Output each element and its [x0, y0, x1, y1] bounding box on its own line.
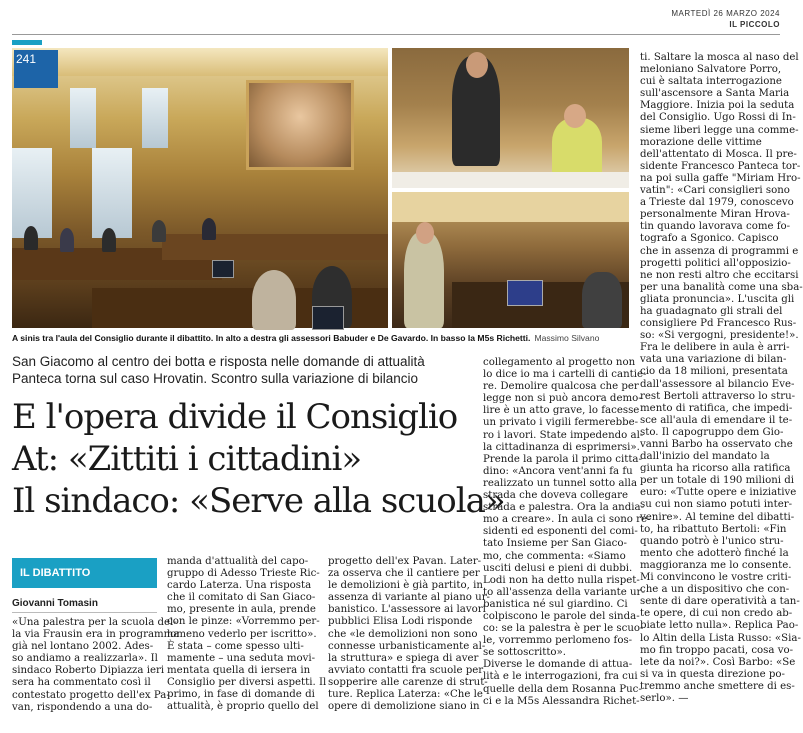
- article-column-4: [483, 357, 651, 708]
- assessor-face: [564, 104, 586, 128]
- article-text-line: strada e palestra. Ora la andia-: [483, 502, 645, 514]
- section-label: IL DIBATTITO: [12, 558, 157, 588]
- article-text-line: ne non resti altro che eccitarsi: [640, 269, 799, 281]
- article-text-line: vatin": «Cari consiglieri sono: [640, 185, 790, 197]
- article-column-5: [640, 52, 803, 705]
- article-text-line: na poi sulla gaffe "Miriam Hro-: [640, 172, 801, 184]
- article-text-line: un privato i vigili fermerebbe-: [483, 417, 639, 429]
- article-text-line: primo, in fase di domande di: [167, 689, 315, 701]
- laptop-screen: [312, 306, 344, 330]
- photo-caption: [12, 333, 634, 343]
- article-text-line: attualità, è proprio quello del: [167, 701, 319, 713]
- article-text-line: per una banalità come una sba-: [640, 281, 803, 293]
- screen-number-tag: 241: [14, 50, 58, 88]
- newspaper-name: IL PICCOLO: [729, 20, 780, 29]
- article-text-line: contestato progetto dell'ex Pa-: [12, 689, 170, 701]
- article-text-line: banistico. L'assessore ai lavori: [328, 604, 486, 616]
- article-text-line: dall'assessore al bilancio Eve-: [640, 378, 795, 390]
- article-text-line: collegamento al progetto non: [483, 357, 636, 368]
- article-text-line: mo fin troppo pacati, cosa vo-: [640, 644, 794, 656]
- article-text-line: lete da noi?». Così Barbo: «Se: [640, 656, 796, 668]
- standing-councillor: [404, 232, 444, 328]
- article-text-line: dall'inizio del mandato la: [640, 451, 770, 463]
- article-text-line: te opere, di cui non credo ab-: [640, 608, 793, 620]
- article-text-line: serlo». —: [640, 692, 689, 704]
- council-member: [102, 228, 116, 252]
- article-text-line: gruppo di Adesso Trieste Ric-: [167, 568, 320, 580]
- article-text-line: connesse urbanisticamente al-: [328, 640, 486, 652]
- article-text-line: ci e la M5s Alessandra Richet-: [483, 695, 640, 707]
- council-chamber-photo: [12, 48, 388, 328]
- article-text-line: Mi convincono le vostre criti-: [640, 572, 792, 584]
- article-text-line: Lodi non ha detto nulla rispet-: [483, 574, 640, 586]
- article-text-line: del Consiglio. Ugo Rossi di In-: [640, 112, 796, 124]
- article-text-line: la cittadinanza di esprimersi».: [483, 441, 640, 453]
- article-text-line: sce all'aula di emendare il te-: [640, 414, 793, 426]
- article-text-line: cardo Laterza. Una risposta: [167, 580, 312, 592]
- article-text-line: le, vorremmo perlomeno fos-: [483, 635, 633, 647]
- article-text-line: se sottoscritto».: [483, 647, 567, 659]
- article-text-line: mentata quella di iersera in: [167, 664, 311, 676]
- article-text-line: lire è un atto grave, lo facesse: [483, 405, 640, 417]
- article-text-line: assenza di variante al piano ur-: [328, 592, 491, 604]
- article-text-line: progetto dell'ex Pavan. Later-: [328, 556, 482, 567]
- article-text-line: za osserva che il cantiere per: [328, 568, 480, 580]
- kicker-line: Panteca torna sul caso Hrovatin. Scontro sulla variazione di bilancio: [12, 371, 418, 386]
- council-member: [24, 226, 38, 250]
- seated-councillor: [582, 272, 622, 328]
- article-column-2: [167, 556, 327, 713]
- councillor-face: [416, 222, 434, 244]
- laptop-screen: [212, 260, 234, 278]
- article-text-line: cio da 18 milioni, presentata: [640, 366, 788, 378]
- m5s-councillor-photo: [392, 192, 629, 328]
- article-text-line: sidenti ed esponenti del comi-: [483, 526, 638, 538]
- article-text-line: to all'assenza della variante ur-: [483, 586, 645, 598]
- article-text-line: sull'ascensore a Santa Maria: [640, 88, 790, 100]
- council-member: [60, 228, 74, 252]
- caption-text: A sinis tra l'aula del Consiglio durante il dibattito. In alto a destra gli assessori Babuder e De Gavardo. In basso la M5s Richetti.: [12, 333, 531, 343]
- article-text-line: dell'attentato di Mosca. Il pre-: [640, 148, 797, 160]
- window: [70, 88, 96, 148]
- article-text-line: Maggiore. Inizia poi la seduta: [640, 100, 795, 112]
- article-text-line: si va in questa direzione po-: [640, 668, 785, 680]
- article-text-line: con le pinze: «Vorremmo per-: [167, 616, 320, 628]
- article-text-line: to, ha ribattuto Bertoli: «Fin: [640, 523, 787, 535]
- issue-date: MARTEDÌ 26 MARZO 2024: [671, 9, 780, 18]
- council-member: [152, 220, 166, 242]
- laptop-screen: [507, 280, 543, 306]
- article-text-line: gliata pronuncia». L'uscita gli: [640, 293, 795, 305]
- window: [142, 88, 168, 148]
- article-text-line: legge non si può ancora demo-: [483, 393, 642, 405]
- council-member: [202, 218, 216, 240]
- article-text-line: che a un dispositivo che con-: [640, 584, 790, 596]
- article-text-line: biate letto nulla». Replica Pao-: [640, 620, 799, 632]
- article-text-line: lo dice io ma i cartelli di cantie-: [483, 369, 647, 381]
- article-text-line: personalmente Miran Hrova-: [640, 209, 790, 221]
- article-text-line: so: «Si vergogni, presidente!».: [640, 330, 799, 342]
- article-text-line: sieme liberi legge una comme-: [640, 124, 799, 136]
- article-text-line: lo Altin della Lista Russo: «Sia-: [640, 632, 801, 644]
- headline-line: Il sindaco: «Serve alla scuola»: [12, 481, 505, 521]
- article-text-line: per un totale di 190 milioni di: [640, 475, 795, 487]
- article-text-line: cui è saltata interrogazione: [640, 76, 782, 88]
- article-text-line: sto. Il capogruppo dem Gio-: [640, 426, 784, 438]
- article-text-line: colpiscono le parole del sinda-: [483, 610, 640, 622]
- bench-desk: [392, 172, 629, 188]
- headline-line: At: «Zittiti i cittadini»: [12, 439, 362, 479]
- article-text-line: sindaco Roberto Dipiazza ieri: [12, 665, 165, 677]
- article-text-line: co: se la palestra è per le scuo-: [483, 623, 644, 635]
- article-text-line: maggioranza me lo consente.: [640, 559, 792, 571]
- article-text-line: Fra le delibere in aula è arri-: [640, 342, 790, 354]
- article-text-line: già nel lontano 2002. Ades-: [12, 641, 154, 653]
- article-text-line: mo a creare». In aula ci sono re-: [483, 514, 651, 526]
- article-text-line: sera ha commentato così il: [12, 677, 151, 689]
- window: [12, 148, 52, 238]
- ceiling-decoration: [12, 48, 388, 76]
- article-text-line: meloniano Salvatore Porro,: [640, 64, 782, 76]
- article-text-line: che il comitato di San Giaco-: [167, 592, 316, 604]
- article-text-line: quando potrò è l'unico stru-: [640, 535, 784, 547]
- article-text-line: avviato contatti fra scuole per: [328, 664, 484, 676]
- article-text-line: sopperire alle carenze di strut-: [328, 676, 488, 688]
- article-text-line: tin quando lavorava come fo-: [640, 221, 791, 233]
- author-byline: Giovanni Tomasin: [12, 598, 157, 613]
- ceiling-area: [392, 192, 629, 222]
- article-text-line: sente di dare operatività a tan-: [640, 596, 800, 608]
- article-text-line: ro i lavori. State impedendo al-: [483, 429, 644, 441]
- article-text-line: Prende la parola il primo citta-: [483, 453, 642, 465]
- article-text-line: tato Insieme per San Giaco-: [483, 538, 627, 550]
- article-column-1: [12, 617, 180, 714]
- header-rule: [12, 34, 780, 35]
- article-text-line: la struttura» e spiega di aver: [328, 652, 479, 664]
- article-text-line: mo, che commenta: «Siamo: [483, 550, 626, 562]
- article-text-line: ti. Saltare la mosca al naso del: [640, 52, 799, 63]
- article-text-line: giunta ha ricorso alla ratifica: [640, 463, 791, 475]
- article-text-line: dino: «Ancora vent'anni fa fu: [483, 465, 633, 477]
- article-text-line: quelle della dem Rosanna Puc-: [483, 683, 642, 695]
- page-header: [671, 8, 780, 30]
- assessors-photo: [392, 48, 629, 188]
- article-text-line: banistica né sul giardino. Ci: [483, 598, 628, 610]
- council-member: [252, 270, 296, 330]
- article-text-line: consigliere Pd Francesco Rus-: [640, 318, 797, 330]
- article-text-line: Diverse le domande di attua-: [483, 659, 633, 671]
- article-text-line: su cui non siamo potuti inter-: [640, 499, 793, 511]
- article-text-line: realizzato un tunnel sotto alla: [483, 477, 638, 489]
- headline: [12, 396, 505, 522]
- article-text-line: morazione delle vittime: [640, 136, 762, 148]
- article-text-line: mamente – una seduta movi-: [167, 652, 316, 664]
- window: [92, 148, 132, 238]
- article-text-line: mo, presente in aula, prende: [167, 604, 316, 616]
- article-text-line: ture. Replica Laterza: «Che le: [328, 689, 483, 701]
- article-text-line: strada che doveva collegare: [483, 490, 629, 502]
- kicker: [12, 353, 472, 387]
- article-text-line: mento di ratifica, che impedi-: [640, 402, 793, 414]
- article-text-line: la via Frausin era in programma: [12, 629, 180, 641]
- article-text-line: che in assenza di programmi e: [640, 245, 799, 257]
- article-text-line: lomeno vederlo per iscritto».: [167, 628, 317, 640]
- article-text-line: lità e le interrogazioni, fra cui: [483, 671, 638, 683]
- section-accent-bar: [12, 40, 42, 45]
- article-text-line: tografo a Sgonico. Capisco: [640, 233, 779, 245]
- article-text-line: sidente Francesco Panteca tor-: [640, 160, 801, 172]
- article-text-line: progetti politici all'opposizio-: [640, 257, 791, 269]
- headline-line: E l'opera divide il Consiglio: [12, 397, 458, 437]
- article-text-line: so andiamo a realizzarla». Il: [12, 653, 158, 665]
- article-text-line: le demolizioni è già partito, in: [328, 580, 483, 592]
- article-text-line: vanni Barbo ha osservato che: [640, 439, 793, 450]
- article-text-line: usciti delusi e pieni di dubbi.: [483, 562, 633, 574]
- article-text-line: pubblici Elisa Lodi risponde: [328, 616, 473, 628]
- article-text-line: opere di demolizione siano in: [328, 701, 480, 713]
- kicker-line: San Giacomo al centro dei botta e risposta nelle domande di attualità: [12, 354, 425, 369]
- article-text-line: van, rispondendo a una do-: [12, 701, 153, 713]
- article-text-line: manda d'attualità del capo-: [167, 556, 309, 567]
- assessor-face: [466, 52, 488, 78]
- desk-row: [162, 234, 388, 260]
- article-text-line: re. Demolire qualcosa che per: [483, 381, 639, 393]
- article-text-line: che «le demolizioni non sono: [328, 628, 478, 640]
- photo-credit: Massimo Silvano: [534, 333, 600, 343]
- article-text-line: tremmo anche smettere di es-: [640, 680, 795, 692]
- article-text-line: ha guadagnato gli strali del: [640, 305, 783, 317]
- article-column-3: [328, 556, 491, 713]
- article-text-line: vata una variazione di bilan-: [640, 354, 787, 366]
- article-text-line: a Trieste dal 1979, conoscevo: [640, 197, 794, 209]
- wall-painting: [246, 80, 354, 170]
- article-text-line: venire». Al temine del dibatti-: [640, 511, 795, 523]
- article-text-line: mento che adotterò finché la: [640, 547, 789, 559]
- article-text-line: rest Bertoli attraverso lo stru-: [640, 390, 796, 402]
- article-text-line: «Una palestra per la scuola del-: [12, 617, 177, 628]
- article-text-line: Consiglio per diversi aspetti. Il: [167, 676, 327, 688]
- article-text-line: È stata – come spesso ulti-: [167, 640, 304, 652]
- article-text-line: euro: «Tutte opere e iniziative: [640, 487, 797, 499]
